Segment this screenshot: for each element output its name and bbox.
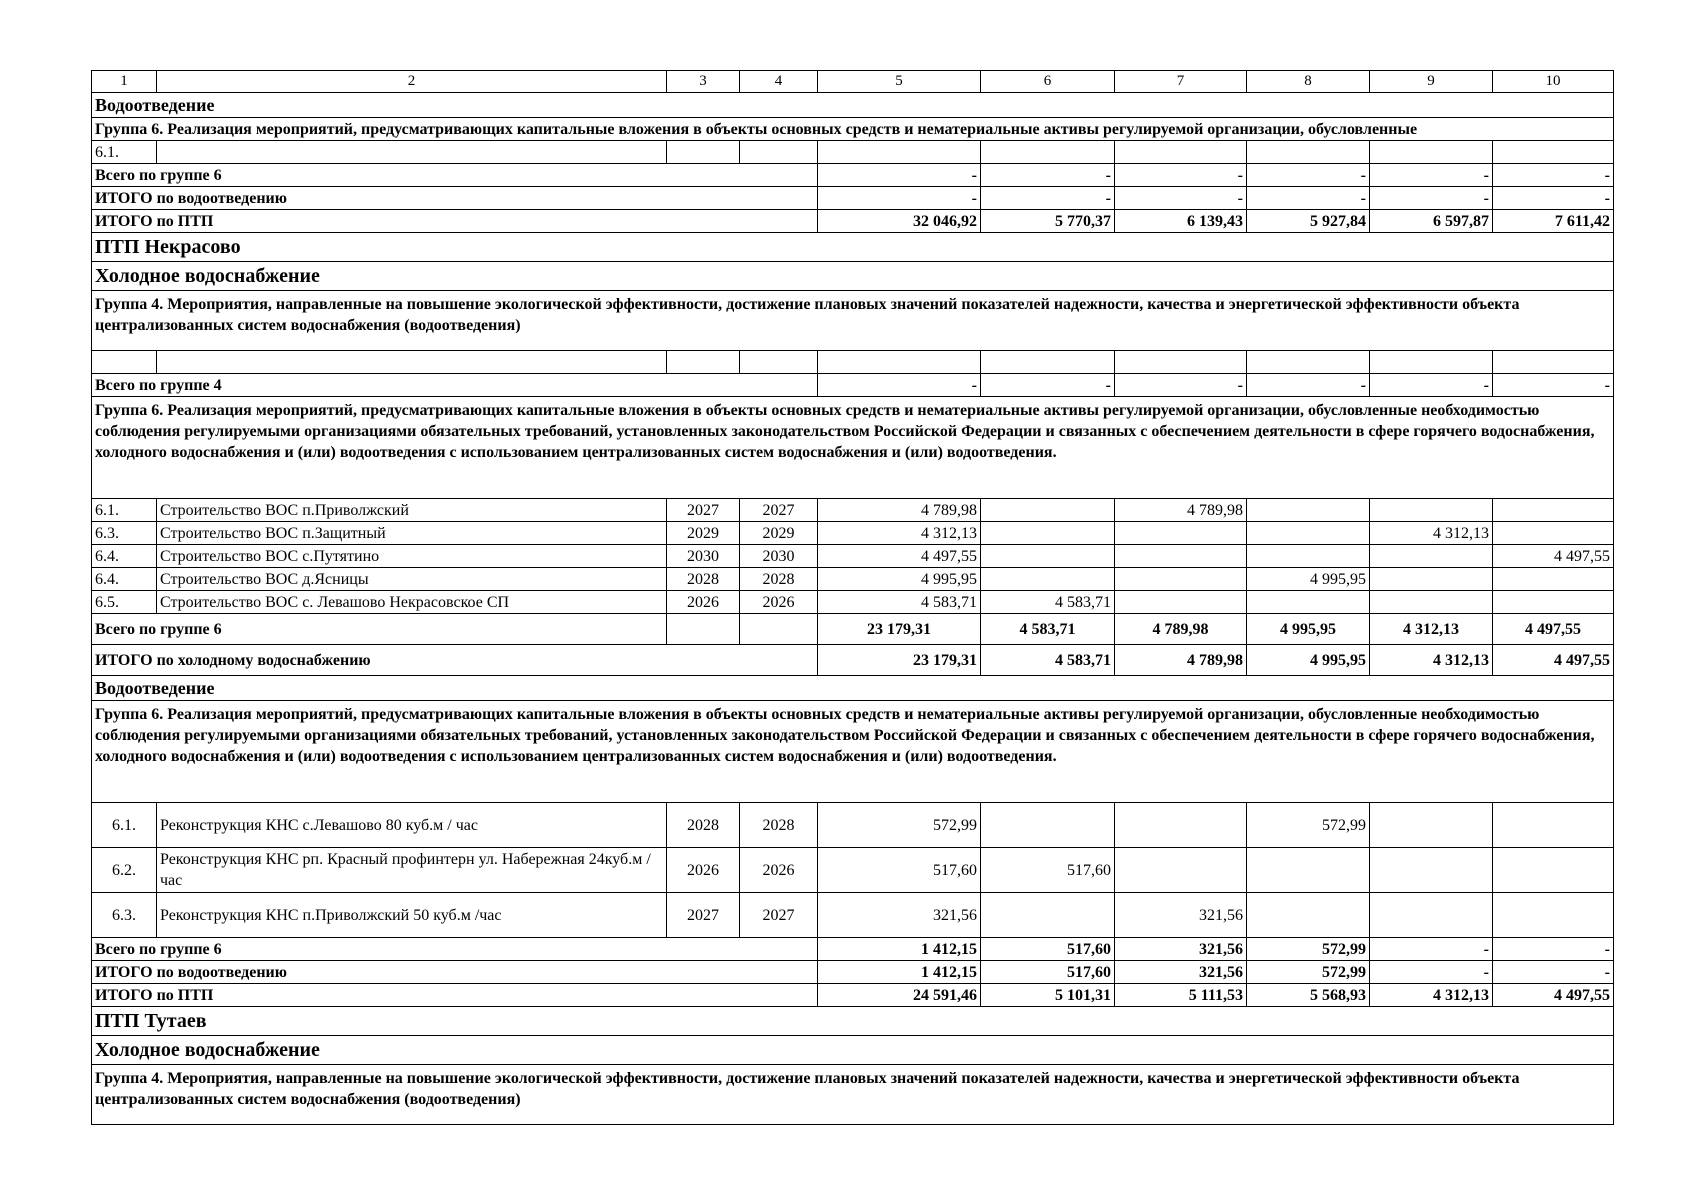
total-value: 572,99 xyxy=(1247,961,1370,984)
total-value: - xyxy=(818,374,981,397)
table-cell xyxy=(981,803,1115,848)
total-label: ИТОГО по водоотведению xyxy=(92,187,818,210)
table-cell xyxy=(818,141,981,164)
table-row xyxy=(92,141,1614,164)
total-value: 24 591,46 xyxy=(818,984,981,1007)
total-label: Всего по группе 6 xyxy=(92,614,667,645)
table-cell: 2029 xyxy=(667,522,740,545)
table-cell: 2026 xyxy=(740,848,818,893)
table-cell: Строительство ВОС п.Защитный xyxy=(157,522,667,545)
total-value: 4 497,55 xyxy=(1493,984,1614,1007)
table-cell xyxy=(1115,568,1247,591)
table-cell: 2030 xyxy=(740,545,818,568)
total-row xyxy=(92,645,1614,676)
table-cell: Реконструкция КНС п.Приволжский 50 куб.м /час xyxy=(157,893,667,938)
table-row xyxy=(92,522,1614,545)
table-cell: 321,56 xyxy=(818,893,981,938)
total-value: 321,56 xyxy=(1115,938,1247,961)
investment-program-table xyxy=(91,70,1614,1125)
total-row xyxy=(92,164,1614,187)
total-value: 23 179,31 xyxy=(818,614,981,645)
group-heading-row xyxy=(92,397,1614,499)
total-label: ИТОГО по холодному водоснабжению xyxy=(92,645,818,676)
total-row xyxy=(92,614,1614,645)
table-cell: 2026 xyxy=(740,591,818,614)
table-cell xyxy=(157,141,667,164)
total-value: 7 611,42 xyxy=(1493,210,1614,233)
section-heading-text: Холодное водоснабжение xyxy=(92,262,1614,291)
column-number-cell: 1 xyxy=(92,71,157,93)
table-cell xyxy=(1115,351,1247,374)
table-cell xyxy=(1370,141,1493,164)
table-cell xyxy=(981,545,1115,568)
group-heading-row xyxy=(92,118,1614,141)
table-cell xyxy=(818,351,981,374)
column-number-cell: 10 xyxy=(1493,71,1614,93)
section-heading-row xyxy=(92,93,1614,118)
table-row xyxy=(92,591,1614,614)
column-number-cell: 3 xyxy=(667,71,740,93)
table-cell: Строительство ВОС с. Левашово Некрасовское СП xyxy=(157,591,667,614)
total-value: 6 597,87 xyxy=(1370,210,1493,233)
table-cell xyxy=(1370,848,1493,893)
table-cell xyxy=(1115,848,1247,893)
column-number-cell: 6 xyxy=(981,71,1115,93)
total-value: 4 312,13 xyxy=(1370,614,1493,645)
total-value: - xyxy=(1370,187,1493,210)
table-cell xyxy=(981,568,1115,591)
table-cell xyxy=(157,351,667,374)
section-heading-row xyxy=(92,1036,1614,1065)
table-cell: 517,60 xyxy=(981,848,1115,893)
group-heading-text: Группа 4. Мероприятия, направленные на повышение экологической эффективности, достижение плановых значений показателей надежности, качества и энергетической эффективности объекта централизованных систем водоснабжения (водоотведения) xyxy=(92,291,1614,351)
column-number-cell: 5 xyxy=(818,71,981,93)
table-cell: 2028 xyxy=(667,568,740,591)
total-row xyxy=(92,938,1614,961)
total-row xyxy=(92,961,1614,984)
total-value: - xyxy=(1115,187,1247,210)
table-cell xyxy=(1370,591,1493,614)
table-cell: 4 312,13 xyxy=(1370,522,1493,545)
table-cell xyxy=(1370,893,1493,938)
total-row xyxy=(92,984,1614,1007)
table-cell xyxy=(1247,499,1370,522)
table-cell xyxy=(740,351,818,374)
table-cell: 572,99 xyxy=(1247,803,1370,848)
table-cell xyxy=(1370,568,1493,591)
total-value: - xyxy=(1370,374,1493,397)
table-row xyxy=(92,893,1614,938)
total-value: - xyxy=(818,164,981,187)
table-cell: Строительство ВОС д.Ясницы xyxy=(157,568,667,591)
total-value: 517,60 xyxy=(981,961,1115,984)
table-cell: 4 583,71 xyxy=(981,591,1115,614)
total-value: - xyxy=(1493,938,1614,961)
table-cell xyxy=(1370,803,1493,848)
table-cell xyxy=(1493,848,1614,893)
total-value: 4 995,95 xyxy=(1247,614,1370,645)
total-value: - xyxy=(981,187,1115,210)
total-value: 1 412,15 xyxy=(818,961,981,984)
table-cell: 4 583,71 xyxy=(818,591,981,614)
table-cell: 2028 xyxy=(740,803,818,848)
total-value: - xyxy=(1370,164,1493,187)
total-value: - xyxy=(1370,961,1493,984)
total-value: - xyxy=(981,374,1115,397)
total-value: 5 568,93 xyxy=(1247,984,1370,1007)
column-number-cell: 7 xyxy=(1115,71,1247,93)
table-cell xyxy=(1493,568,1614,591)
table-cell xyxy=(1115,545,1247,568)
table-cell: 2029 xyxy=(740,522,818,545)
table-cell: 517,60 xyxy=(818,848,981,893)
table-cell: 2027 xyxy=(667,893,740,938)
table-cell xyxy=(667,141,740,164)
table-cell: 6.3. xyxy=(92,522,157,545)
table-cell xyxy=(740,614,818,645)
ptp-heading-text: ПТП Некрасово xyxy=(92,233,1614,262)
table-row xyxy=(92,499,1614,522)
ptp-heading-row xyxy=(92,1007,1614,1036)
ptp-heading-text: ПТП Тутаев xyxy=(92,1007,1614,1036)
total-value: - xyxy=(1493,961,1614,984)
table-cell xyxy=(92,351,157,374)
table-cell xyxy=(1115,522,1247,545)
table-cell xyxy=(1493,522,1614,545)
section-heading-row xyxy=(92,676,1614,701)
table-cell xyxy=(1493,141,1614,164)
group-heading-text: Группа 4. Мероприятия, направленные на повышение экологической эффективности, достижение плановых значений показателей надежности, качества и энергетической эффективности объекта централизованных систем водоснабжения (водоотведения) xyxy=(92,1065,1614,1125)
table-cell: 572,99 xyxy=(818,803,981,848)
total-value: - xyxy=(818,187,981,210)
table-cell: 2028 xyxy=(740,568,818,591)
total-label: ИТОГО по ПТП xyxy=(92,210,818,233)
table-cell xyxy=(1115,141,1247,164)
total-label: Всего по группе 6 xyxy=(92,938,818,961)
total-label: ИТОГО по ПТП xyxy=(92,984,818,1007)
table-cell xyxy=(981,351,1115,374)
table-cell xyxy=(981,499,1115,522)
table-cell: 6.4. xyxy=(92,545,157,568)
table-cell: 2027 xyxy=(667,499,740,522)
table-cell xyxy=(1247,545,1370,568)
group-heading-row xyxy=(92,701,1614,803)
table-row xyxy=(92,351,1614,374)
table-cell xyxy=(1247,591,1370,614)
table-cell: 2027 xyxy=(740,499,818,522)
total-value: 5 111,53 xyxy=(1115,984,1247,1007)
table-cell xyxy=(1493,591,1614,614)
total-value: - xyxy=(1493,187,1614,210)
table-cell xyxy=(667,614,740,645)
group-heading-row xyxy=(92,1065,1614,1125)
table-cell: 2030 xyxy=(667,545,740,568)
table-cell xyxy=(667,351,740,374)
total-value: 4 583,71 xyxy=(981,645,1115,676)
column-number-cell: 9 xyxy=(1370,71,1493,93)
group-heading-text: Группа 6. Реализация мероприятий, предусматривающих капитальные вложения в объекты основных средств и нематериальные активы регулируемой организации, обусловленные необходимостью соблюдения регулируемыми организациями обязательных требований, установленных законодательством Российской Федерации и связанных с обеспечением деятельности в сфере горячего водоснабжения, холодного водоснабжения и (или) водоотведения с использованием централизованных систем водоснабжения и (или) водоотведения. xyxy=(92,397,1614,499)
column-number-row xyxy=(92,71,1614,93)
total-value: 5 770,37 xyxy=(981,210,1115,233)
section-heading-text: Водоотведение xyxy=(92,93,1614,118)
total-value: 321,56 xyxy=(1115,961,1247,984)
column-number-cell: 2 xyxy=(157,71,667,93)
total-value: 6 139,43 xyxy=(1115,210,1247,233)
table-cell: 6.1. xyxy=(92,141,157,164)
total-value: 32 046,92 xyxy=(818,210,981,233)
table-cell xyxy=(1493,499,1614,522)
table-row xyxy=(92,568,1614,591)
table-cell: Строительство ВОС п.Приволжский xyxy=(157,499,667,522)
table-cell: Реконструкция КНС с.Левашово 80 куб.м / час xyxy=(157,803,667,848)
total-label: ИТОГО по водоотведению xyxy=(92,961,818,984)
table-cell xyxy=(1493,893,1614,938)
table-cell: 321,56 xyxy=(1115,893,1247,938)
total-value: - xyxy=(1247,374,1370,397)
table-cell xyxy=(1247,141,1370,164)
table-cell: 6.4. xyxy=(92,568,157,591)
table-cell: 4 995,95 xyxy=(1247,568,1370,591)
total-value: 4 789,98 xyxy=(1115,645,1247,676)
total-value: 23 179,31 xyxy=(818,645,981,676)
table-cell: 4 995,95 xyxy=(818,568,981,591)
total-value: 517,60 xyxy=(981,938,1115,961)
ptp-heading-row xyxy=(92,233,1614,262)
table-cell: 4 497,55 xyxy=(1493,545,1614,568)
table-row xyxy=(92,803,1614,848)
table-cell: 2027 xyxy=(740,893,818,938)
table-cell xyxy=(1493,803,1614,848)
table-cell xyxy=(1370,499,1493,522)
total-value: 4 497,55 xyxy=(1493,645,1614,676)
table-cell xyxy=(1247,893,1370,938)
table-cell xyxy=(981,893,1115,938)
table-row xyxy=(92,848,1614,893)
table-cell: 2026 xyxy=(667,591,740,614)
table-cell: 6.5. xyxy=(92,591,157,614)
section-heading-text: Водоотведение xyxy=(92,676,1614,701)
total-value: 572,99 xyxy=(1247,938,1370,961)
total-row xyxy=(92,187,1614,210)
group-heading-row xyxy=(92,291,1614,351)
table-cell xyxy=(981,522,1115,545)
table-cell xyxy=(1493,351,1614,374)
table-cell xyxy=(1370,545,1493,568)
total-value: - xyxy=(1115,374,1247,397)
total-value: - xyxy=(1493,164,1614,187)
table-cell xyxy=(740,141,818,164)
table-cell xyxy=(1247,351,1370,374)
total-value: - xyxy=(981,164,1115,187)
table-cell: 6.1. xyxy=(92,803,157,848)
table-cell xyxy=(1247,522,1370,545)
total-value: 4 789,98 xyxy=(1115,614,1247,645)
table-cell: 4 497,55 xyxy=(818,545,981,568)
table-cell: 6.3. xyxy=(92,893,157,938)
total-value: 5 927,84 xyxy=(1247,210,1370,233)
table-cell xyxy=(1247,848,1370,893)
group-heading-text: Группа 6. Реализация мероприятий, предусматривающих капитальные вложения в объекты основных средств и нематериальные активы регулируемой организации, обусловленные необходимостью соблюдения регулируемыми организациями обязательных требований, установленных законодательством Российской Федерации и связанных с обеспечением деятельности в сфере горячего водоснабжения, холодного водоснабжения и (или) водоотведения с использованием централизованных систем водоснабжения и (или) водоотведения. xyxy=(92,701,1614,803)
total-value: 4 583,71 xyxy=(981,614,1115,645)
total-label: Всего по группе 6 xyxy=(92,164,818,187)
table-cell: 4 312,13 xyxy=(818,522,981,545)
total-value: 1 412,15 xyxy=(818,938,981,961)
total-value: 4 312,13 xyxy=(1370,645,1493,676)
total-label: Всего по группе 4 xyxy=(92,374,818,397)
total-row xyxy=(92,210,1614,233)
section-heading-text: Холодное водоснабжение xyxy=(92,1036,1614,1065)
table-cell: 6.1. xyxy=(92,499,157,522)
total-row xyxy=(92,374,1614,397)
table-cell: 2028 xyxy=(667,803,740,848)
total-value: 4 497,55 xyxy=(1493,614,1614,645)
table-row xyxy=(92,545,1614,568)
table-cell: 6.2. xyxy=(92,848,157,893)
table-cell xyxy=(1370,351,1493,374)
total-value: 4 995,95 xyxy=(1247,645,1370,676)
total-value: - xyxy=(1493,374,1614,397)
column-number-cell: 8 xyxy=(1247,71,1370,93)
total-value: 4 312,13 xyxy=(1370,984,1493,1007)
total-value: - xyxy=(1370,938,1493,961)
table-cell: Реконструкция КНС рп. Красный профинтерн ул. Набережная 24куб.м /час xyxy=(157,848,667,893)
total-value: 5 101,31 xyxy=(981,984,1115,1007)
total-value: - xyxy=(1247,187,1370,210)
table-cell: 2026 xyxy=(667,848,740,893)
total-value: - xyxy=(1115,164,1247,187)
group-heading-text: Группа 6. Реализация мероприятий, предусматривающих капитальные вложения в объекты основных средств и нематериальные активы регулируемой организации, обусловленные xyxy=(92,118,1614,141)
table-cell: 4 789,98 xyxy=(818,499,981,522)
column-number-cell: 4 xyxy=(740,71,818,93)
table-cell: Строительство ВОС с.Путятино xyxy=(157,545,667,568)
section-heading-row xyxy=(92,262,1614,291)
table-cell: 4 789,98 xyxy=(1115,499,1247,522)
table-cell xyxy=(1115,591,1247,614)
total-value: - xyxy=(1247,164,1370,187)
table-cell xyxy=(981,141,1115,164)
table-cell xyxy=(1115,803,1247,848)
